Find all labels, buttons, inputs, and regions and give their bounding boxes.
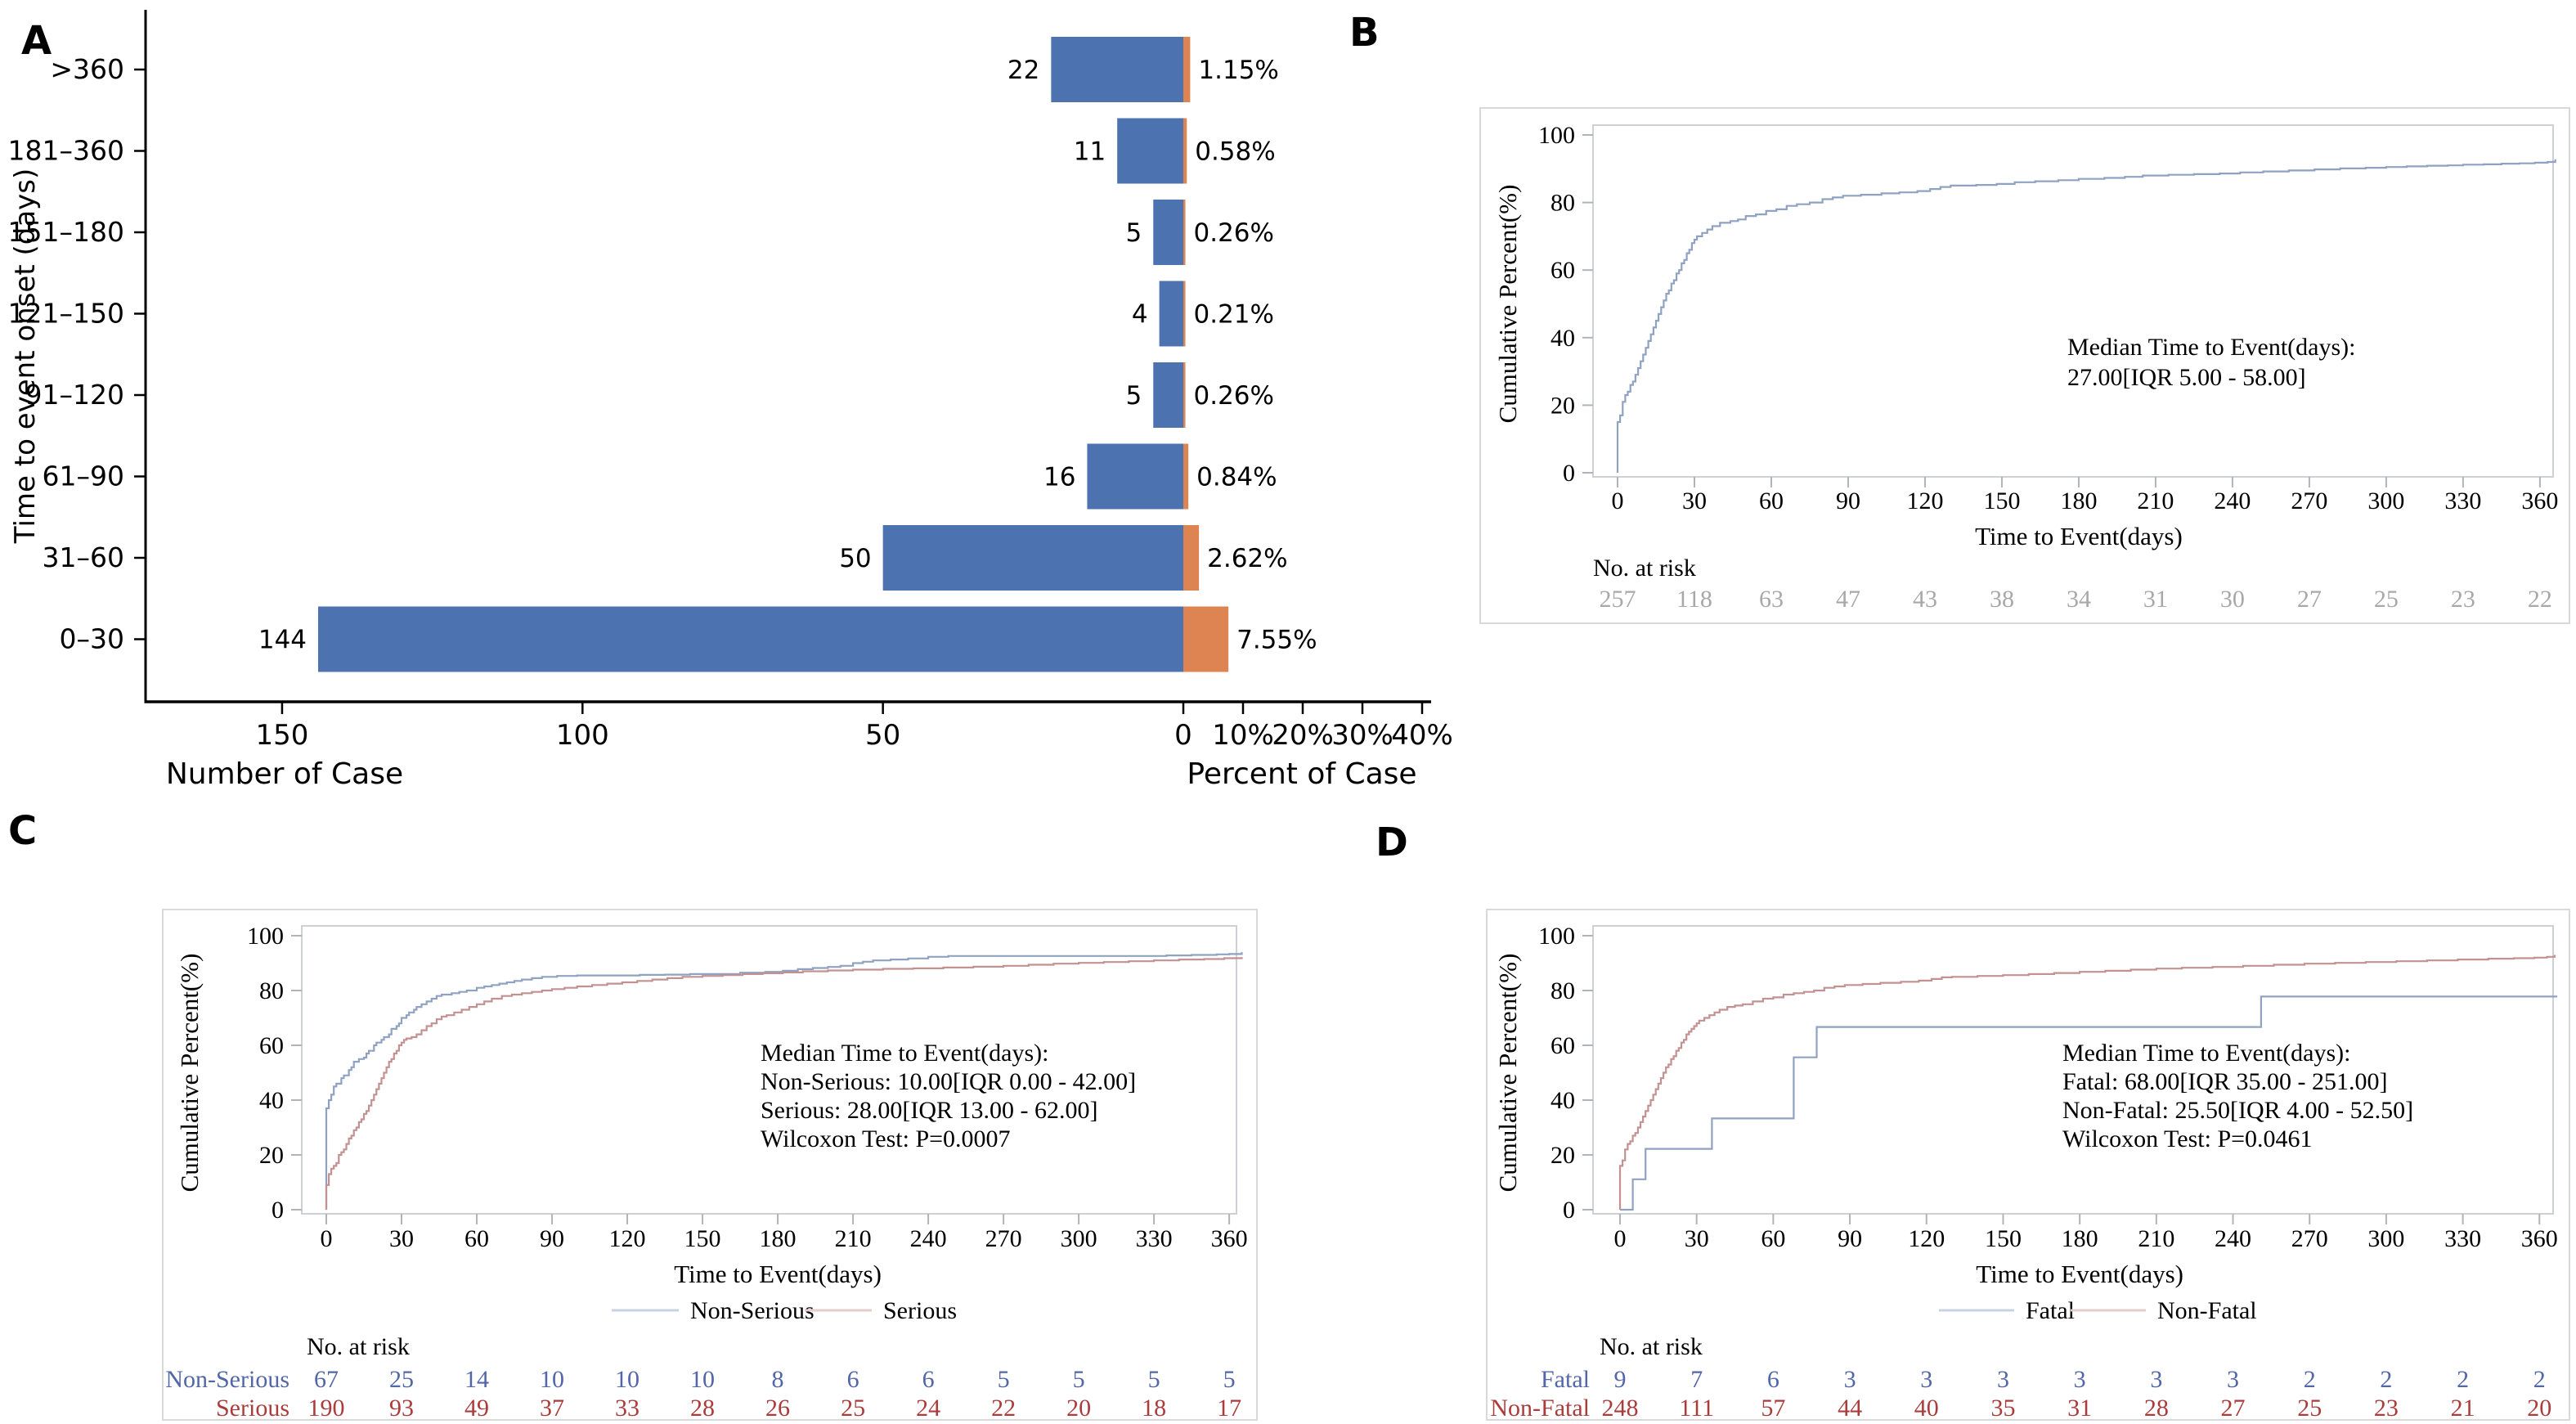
risk-value: 3 xyxy=(2227,1366,2240,1393)
risk-row-label: Non-Fatal xyxy=(1490,1395,1590,1422)
y-tick-label: 0 xyxy=(1563,460,1575,487)
annotation-line: Median Time to Event(days): xyxy=(761,1040,1049,1067)
a-count-value: 5 xyxy=(1125,218,1142,248)
a-x-tick-label: 40% xyxy=(1391,719,1453,752)
risk-value: 57 xyxy=(1761,1395,1786,1422)
y-tick-label: 80 xyxy=(259,977,284,1004)
panel-label-c: C xyxy=(8,808,38,854)
risk-value: 8 xyxy=(771,1366,784,1393)
a-percent-value: 0.58% xyxy=(1195,137,1276,167)
risk-value: 5 xyxy=(1072,1366,1085,1393)
risk-value: 5 xyxy=(1223,1366,1236,1393)
risk-value: 2 xyxy=(2533,1366,2546,1393)
x-tick-label: 240 xyxy=(2215,1225,2252,1252)
x-tick-label: 0 xyxy=(320,1225,333,1252)
risk-value: 20 xyxy=(2527,1395,2552,1422)
legend-label: Non-Fatal xyxy=(2157,1297,2257,1324)
x-tick-label: 240 xyxy=(2214,487,2251,514)
risk-value: 25 xyxy=(2297,1395,2322,1422)
y-tick-label: 100 xyxy=(247,923,284,950)
a-x-tick-label: 50 xyxy=(865,719,901,752)
a-percent-value: 0.21% xyxy=(1193,299,1274,330)
x-tick-label: 60 xyxy=(1758,487,1784,514)
curve-overall xyxy=(1618,159,2556,473)
x-tick-label: 90 xyxy=(540,1225,565,1252)
x-tick-label: 360 xyxy=(2520,1225,2558,1252)
y-tick-label: 60 xyxy=(1551,1032,1575,1059)
risk-value: 49 xyxy=(464,1395,490,1422)
risk-title: No. at risk xyxy=(1600,1333,1703,1360)
a-category-label: 91–120 xyxy=(25,379,124,411)
x-tick-label: 60 xyxy=(1761,1225,1786,1252)
a-count-bar xyxy=(883,525,1183,591)
risk-value: 7 xyxy=(1690,1366,1703,1393)
a-percent-value: 0.84% xyxy=(1196,462,1277,492)
x-tick-label: 180 xyxy=(2060,487,2098,514)
risk-value: 6 xyxy=(922,1366,935,1393)
a-percent-axis-title: Percent of Case xyxy=(1187,757,1417,791)
x-axis-title: Time to Event(days) xyxy=(674,1260,882,1288)
risk-value: 10 xyxy=(540,1366,565,1393)
x-tick-label: 150 xyxy=(684,1225,721,1252)
x-tick-label: 180 xyxy=(759,1225,797,1252)
risk-value: 3 xyxy=(2073,1366,2086,1393)
risk-value: 10 xyxy=(615,1366,640,1393)
risk-value: 22 xyxy=(2527,586,2552,613)
y-tick-label: 0 xyxy=(272,1197,284,1224)
legend-label: Serious xyxy=(883,1297,957,1324)
x-tick-label: 210 xyxy=(2138,1225,2175,1252)
x-tick-label: 0 xyxy=(1613,1225,1627,1252)
x-tick-label: 210 xyxy=(834,1225,872,1252)
risk-value: 23 xyxy=(2373,1395,2399,1422)
y-tick-label: 80 xyxy=(1551,977,1575,1004)
a-category-label: 61–90 xyxy=(42,460,124,492)
risk-value: 248 xyxy=(1601,1395,1639,1422)
x-tick-label: 360 xyxy=(2521,487,2559,514)
a-percent-value: 7.55% xyxy=(1236,625,1317,655)
x-tick-label: 300 xyxy=(1060,1225,1097,1252)
a-percent-bar xyxy=(1183,119,1187,184)
risk-value: 22 xyxy=(991,1395,1016,1422)
a-x-tick-label: 30% xyxy=(1331,719,1393,752)
risk-value: 34 xyxy=(2066,586,2091,613)
risk-value: 17 xyxy=(1217,1395,1242,1422)
risk-value: 2 xyxy=(2303,1366,2316,1393)
x-tick-label: 180 xyxy=(2061,1225,2098,1252)
a-count-value: 144 xyxy=(258,625,307,655)
risk-value: 27 xyxy=(2220,1395,2246,1422)
annotation-line: Wilcoxon Test: P=0.0461 xyxy=(2062,1125,2313,1152)
a-percent-bar xyxy=(1183,444,1188,510)
x-tick-label: 30 xyxy=(1681,487,1707,514)
x-tick-label: 240 xyxy=(909,1225,947,1252)
x-axis-title: Time to Event(days) xyxy=(1975,522,2183,550)
annotation-line: 27.00[IQR 5.00 - 58.00] xyxy=(2067,364,2306,391)
annotation-line: Fatal: 68.00[IQR 35.00 - 251.00] xyxy=(2062,1068,2388,1095)
a-category-label: >360 xyxy=(50,53,124,85)
a-y-axis-title: Time to event onset (days) xyxy=(9,168,42,544)
y-axis-title: Cumulative Percent(%) xyxy=(1493,953,1522,1193)
y-tick-label: 40 xyxy=(1551,1087,1575,1114)
x-tick-label: 150 xyxy=(1984,1225,2022,1252)
a-count-value: 4 xyxy=(1131,299,1148,330)
risk-value: 38 xyxy=(1989,586,2014,613)
y-tick-label: 20 xyxy=(259,1142,284,1169)
x-tick-label: 0 xyxy=(1611,487,1624,514)
y-tick-label: 40 xyxy=(259,1087,284,1114)
risk-row-label: Fatal xyxy=(1541,1366,1590,1393)
risk-value: 31 xyxy=(2067,1395,2093,1422)
x-tick-label: 60 xyxy=(464,1225,490,1252)
a-percent-bar xyxy=(1183,607,1228,672)
a-percent-value: 1.15% xyxy=(1198,56,1279,85)
y-tick-label: 100 xyxy=(1538,923,1575,950)
risk-value: 6 xyxy=(1766,1366,1779,1393)
y-tick-label: 20 xyxy=(1551,392,1575,420)
x-tick-label: 120 xyxy=(1908,1225,1945,1252)
x-tick-label: 90 xyxy=(1835,487,1860,514)
risk-value: 257 xyxy=(1599,586,1636,613)
x-tick-label: 270 xyxy=(985,1225,1022,1252)
risk-value: 25 xyxy=(389,1366,415,1393)
a-count-value: 11 xyxy=(1073,137,1106,167)
risk-value: 30 xyxy=(2219,586,2245,613)
x-tick-label: 90 xyxy=(1838,1225,1863,1252)
annotation-line: Non-Serious: 10.00[IQR 0.00 - 42.00] xyxy=(761,1068,1137,1095)
a-percent-bar xyxy=(1183,200,1186,265)
y-tick-label: 0 xyxy=(1563,1197,1575,1224)
y-tick-label: 40 xyxy=(1551,324,1575,352)
a-category-label: 121–150 xyxy=(7,297,124,330)
x-tick-label: 120 xyxy=(1906,487,1944,514)
a-count-bar xyxy=(1153,362,1183,428)
risk-value: 28 xyxy=(690,1395,716,1422)
a-percent-value: 0.26% xyxy=(1193,381,1274,411)
risk-value: 3 xyxy=(2150,1366,2163,1393)
a-count-axis-title: Number of Case xyxy=(165,757,404,791)
a-category-label: 31–60 xyxy=(42,541,124,573)
plot-frame-B xyxy=(1593,125,2553,477)
risk-title: No. at risk xyxy=(307,1333,410,1360)
risk-value: 25 xyxy=(2373,586,2399,613)
legend-label: Fatal xyxy=(2026,1297,2075,1324)
x-tick-label: 30 xyxy=(389,1225,415,1252)
legend-label: Non-Serious xyxy=(690,1297,815,1324)
x-tick-label: 300 xyxy=(2367,1225,2405,1252)
a-percent-bar xyxy=(1183,281,1186,347)
panel-label-d: D xyxy=(1376,820,1408,865)
y-axis-title: Cumulative Percent(%) xyxy=(1493,184,1522,424)
a-x-tick-label: 100 xyxy=(555,719,609,752)
a-percent-bar xyxy=(1183,362,1186,428)
y-tick-label: 20 xyxy=(1551,1142,1575,1169)
a-count-value: 5 xyxy=(1125,381,1142,411)
a-percent-value: 0.26% xyxy=(1193,218,1274,248)
risk-value: 31 xyxy=(2143,586,2168,613)
a-count-bar xyxy=(318,607,1183,672)
risk-value: 118 xyxy=(1676,586,1712,613)
a-category-label: 151–180 xyxy=(7,216,124,248)
annotation-line: Non-Fatal: 25.50[IQR 4.00 - 52.50] xyxy=(2062,1097,2414,1124)
risk-value: 2 xyxy=(2457,1366,2470,1393)
a-x-tick-label: 20% xyxy=(1272,719,1334,752)
x-tick-label: 330 xyxy=(2444,1225,2482,1252)
risk-row-label: Serious xyxy=(216,1395,289,1422)
y-tick-label: 80 xyxy=(1551,189,1575,217)
x-axis-title: Time to Event(days) xyxy=(1976,1260,2184,1288)
x-tick-label: 300 xyxy=(2367,487,2405,514)
a-count-value: 50 xyxy=(839,544,872,573)
a-x-tick-label: 10% xyxy=(1212,719,1274,752)
x-tick-label: 270 xyxy=(2291,487,2328,514)
x-tick-label: 150 xyxy=(1983,487,2021,514)
panel-label-a: A xyxy=(21,18,52,64)
a-count-value: 16 xyxy=(1043,462,1076,492)
risk-value: 37 xyxy=(540,1395,565,1422)
risk-value: 111 xyxy=(1679,1395,1715,1422)
risk-value: 2 xyxy=(2380,1366,2393,1393)
risk-value: 67 xyxy=(314,1366,339,1393)
a-category-label: 0–30 xyxy=(59,622,124,655)
risk-value: 27 xyxy=(2296,586,2322,613)
a-count-bar xyxy=(1087,444,1183,510)
risk-value: 10 xyxy=(690,1366,716,1393)
annotation-line: Median Time to Event(days): xyxy=(2062,1040,2351,1067)
a-percent-bar xyxy=(1183,37,1190,102)
risk-value: 43 xyxy=(1912,586,1937,613)
risk-value: 44 xyxy=(1838,1395,1863,1422)
y-axis-title: Cumulative Percent(%) xyxy=(175,953,204,1193)
risk-value: 28 xyxy=(2143,1395,2169,1422)
risk-value: 5 xyxy=(1147,1366,1160,1393)
x-tick-label: 210 xyxy=(2137,487,2174,514)
risk-value: 63 xyxy=(1758,586,1784,613)
a-x-tick-label: 0 xyxy=(1174,719,1192,752)
x-tick-label: 120 xyxy=(608,1225,646,1252)
a-count-value: 22 xyxy=(1007,56,1040,85)
risk-value: 3 xyxy=(1996,1366,2009,1393)
a-count-bar xyxy=(1117,119,1183,184)
risk-value: 23 xyxy=(2450,586,2475,613)
risk-value: 40 xyxy=(1914,1395,1939,1422)
x-tick-label: 330 xyxy=(1135,1225,1173,1252)
risk-value: 24 xyxy=(916,1395,941,1422)
a-x-tick-label: 150 xyxy=(255,719,309,752)
risk-value: 9 xyxy=(1613,1366,1627,1393)
a-count-bar xyxy=(1160,281,1183,347)
risk-value: 35 xyxy=(1990,1395,2016,1422)
risk-value: 25 xyxy=(841,1395,866,1422)
x-tick-label: 30 xyxy=(1684,1225,1709,1252)
risk-value: 26 xyxy=(765,1395,791,1422)
annotation-line: Serious: 28.00[IQR 13.00 - 62.00] xyxy=(761,1097,1098,1124)
risk-value: 3 xyxy=(1920,1366,1933,1393)
risk-value: 14 xyxy=(464,1366,490,1393)
a-count-bar xyxy=(1051,37,1183,102)
risk-value: 93 xyxy=(389,1395,415,1422)
annotation-line: Median Time to Event(days): xyxy=(2067,334,2356,361)
x-tick-label: 270 xyxy=(2291,1225,2328,1252)
risk-value: 190 xyxy=(307,1395,345,1422)
y-tick-label: 60 xyxy=(259,1032,284,1059)
risk-value: 18 xyxy=(1142,1395,1167,1422)
risk-row-label: Non-Serious xyxy=(165,1366,289,1393)
risk-value: 5 xyxy=(997,1366,1010,1393)
risk-title: No. at risk xyxy=(1593,555,1696,582)
a-count-bar xyxy=(1153,200,1183,265)
risk-value: 3 xyxy=(1843,1366,1856,1393)
a-category-label: 181–360 xyxy=(7,134,124,167)
x-tick-label: 330 xyxy=(2444,487,2482,514)
risk-value: 20 xyxy=(1066,1395,1092,1422)
risk-value: 6 xyxy=(846,1366,859,1393)
x-tick-label: 360 xyxy=(1210,1225,1248,1252)
panel-label-b: B xyxy=(1349,10,1380,56)
a-percent-bar xyxy=(1183,525,1199,591)
risk-value: 21 xyxy=(2450,1395,2475,1422)
risk-value: 47 xyxy=(1835,586,1860,613)
y-tick-label: 60 xyxy=(1551,257,1575,285)
annotation-line: Wilcoxon Test: P=0.0007 xyxy=(761,1125,1011,1152)
y-tick-label: 100 xyxy=(1538,122,1575,149)
a-percent-value: 2.62% xyxy=(1207,544,1288,573)
risk-value: 33 xyxy=(615,1395,640,1422)
